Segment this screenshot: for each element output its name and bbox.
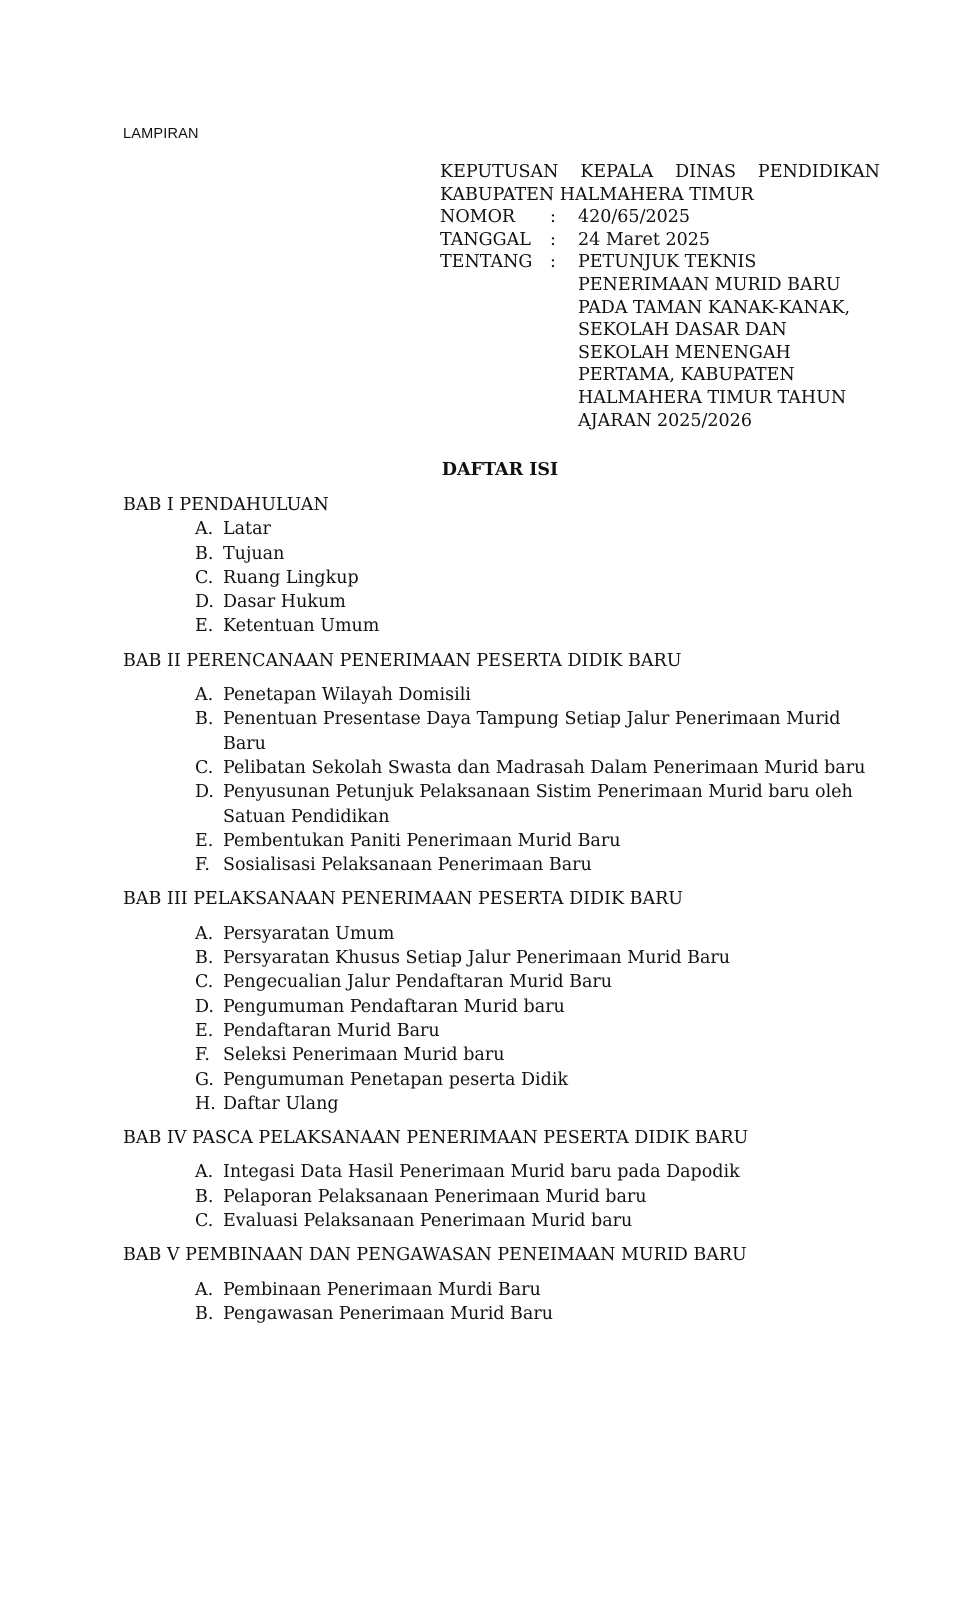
item-text: Evaluasi Pelaksanaan Penerimaan Murid baru bbox=[223, 1211, 633, 1232]
toc-item bbox=[123, 1043, 883, 1067]
item-letter: D. bbox=[195, 782, 214, 803]
item-letter: C. bbox=[195, 757, 214, 778]
chapter-items bbox=[123, 1160, 883, 1233]
item-text: Pendaftaran Murid Baru bbox=[223, 1020, 440, 1041]
item-letter: E. bbox=[195, 616, 214, 637]
chapter-items bbox=[123, 922, 883, 1116]
toc-item bbox=[123, 590, 883, 614]
item-letter: G. bbox=[195, 1069, 214, 1090]
nomor-label: NOMOR bbox=[440, 207, 516, 228]
table-of-contents bbox=[123, 493, 883, 1326]
item-letter: B. bbox=[195, 948, 214, 969]
toc-item bbox=[123, 1092, 883, 1116]
toc-item bbox=[123, 707, 883, 756]
toc-item bbox=[123, 1019, 883, 1043]
decree-subject-row bbox=[440, 251, 880, 432]
chapter-title: BAB V PEMBINAAN DAN PENGAWASAN PENEIMAAN MURID BARU bbox=[123, 1245, 747, 1266]
chapter-5 bbox=[123, 1243, 883, 1326]
item-letter: B. bbox=[195, 543, 214, 564]
toc-item bbox=[123, 780, 883, 829]
tanggal-colon: : bbox=[550, 229, 556, 250]
item-text: Penetapan Wilayah Domisili bbox=[223, 685, 471, 706]
item-text: Pembinaan Penerimaan Murdi Baru bbox=[223, 1279, 541, 1300]
decree-date-row bbox=[440, 229, 880, 252]
item-text: Pengecualian Jalur Pendaftaran Murid Baru bbox=[223, 972, 613, 993]
item-letter: F. bbox=[195, 855, 210, 876]
tentang-value bbox=[578, 251, 880, 432]
tanggal-value: 24 Maret 2025 bbox=[578, 229, 711, 250]
toc-item bbox=[123, 1302, 883, 1326]
item-letter: E. bbox=[195, 1020, 214, 1041]
toc-item bbox=[123, 1068, 883, 1092]
item-text: Ketentuan Umum bbox=[223, 616, 380, 637]
item-text: Pelibatan Sekolah Swasta dan Madrasah Dalam Penerimaan Murid baru bbox=[223, 757, 866, 778]
chapter-title: BAB III PELAKSANAAN PENERIMAAN PESERTA DIDIK BARU bbox=[123, 889, 684, 910]
chapter-3 bbox=[123, 887, 883, 1116]
toc-item bbox=[123, 614, 883, 638]
decree-title-line-1: KEPUTUSAN KEPALA DINAS PENDIDIKAN bbox=[440, 162, 880, 182]
item-letter: A. bbox=[195, 1162, 214, 1183]
tentang-label: TENTANG bbox=[440, 252, 533, 273]
item-text: Tujuan bbox=[223, 543, 285, 564]
toc-item bbox=[123, 853, 883, 877]
tentang-line: PADA TAMAN KANAK-KANAK, bbox=[578, 297, 851, 318]
chapter-1 bbox=[123, 493, 883, 639]
toc-item bbox=[123, 517, 883, 541]
toc-item bbox=[123, 1185, 883, 1209]
item-text: Latar bbox=[223, 519, 271, 540]
item-letter: F. bbox=[195, 1045, 210, 1066]
tentang-line: SEKOLAH DASAR DAN bbox=[578, 320, 787, 341]
chapter-items bbox=[123, 683, 883, 877]
decree-number-row bbox=[440, 206, 880, 229]
item-text: Ruang Lingkup bbox=[223, 567, 359, 588]
chapter-title: BAB I PENDAHULUAN bbox=[123, 495, 329, 515]
item-letter: E. bbox=[195, 830, 214, 851]
item-text: Persyaratan Umum bbox=[223, 923, 395, 944]
toc-item bbox=[123, 1278, 883, 1302]
item-letter: B. bbox=[195, 1303, 214, 1324]
tentang-colon: : bbox=[550, 252, 556, 273]
table-of-contents-title: DAFTAR ISI bbox=[441, 460, 559, 480]
chapter-4 bbox=[123, 1126, 883, 1233]
item-letter: C. bbox=[195, 972, 214, 993]
toc-item bbox=[123, 566, 883, 590]
item-letter: C. bbox=[195, 567, 214, 588]
item-text: Sosialisasi Pelaksanaan Penerimaan Baru bbox=[223, 855, 592, 876]
chapter-2 bbox=[123, 649, 883, 878]
item-text: Persyaratan Khusus Setiap Jalur Penerimaan Murid Baru bbox=[223, 948, 731, 969]
item-text: Pelaporan Pelaksanaan Penerimaan Murid baru bbox=[223, 1186, 647, 1207]
tentang-line: PETUNJUK TEKNIS bbox=[578, 252, 757, 273]
item-letter: A. bbox=[195, 1279, 214, 1300]
toc-item bbox=[123, 946, 883, 970]
toc-item bbox=[123, 1160, 883, 1184]
item-text: Daftar Ulang bbox=[223, 1093, 339, 1114]
tentang-line: PENERIMAAN MURID BARU bbox=[578, 274, 841, 295]
toc-item bbox=[123, 542, 883, 566]
toc-item bbox=[123, 756, 883, 780]
item-text: Integasi Data Hasil Penerimaan Murid baru pada Dapodik bbox=[223, 1162, 740, 1183]
item-letter: A. bbox=[195, 685, 214, 706]
item-text: Penentuan Presentase Daya Tampung Setiap Jalur Penerimaan Murid Baru bbox=[223, 709, 841, 754]
chapter-title: BAB II PERENCANAAN PENERIMAAN PESERTA DIDIK BARU bbox=[123, 650, 682, 671]
tentang-line: HALMAHERA TIMUR TAHUN bbox=[578, 387, 847, 408]
item-letter: D. bbox=[195, 592, 214, 613]
tanggal-label: TANGGAL bbox=[440, 229, 531, 250]
chapter-title: BAB IV PASCA PELAKSANAAN PENERIMAAN PESERTA DIDIK BARU bbox=[123, 1128, 749, 1149]
item-text: Pengumuman Pendaftaran Murid baru bbox=[223, 996, 565, 1017]
item-text: Pengawasan Penerimaan Murid Baru bbox=[223, 1303, 553, 1324]
tentang-line: AJARAN 2025/2026 bbox=[578, 410, 752, 431]
item-letter: A. bbox=[195, 923, 214, 944]
chapter-items bbox=[123, 517, 883, 638]
lampiran-label: LAMPIRAN bbox=[123, 126, 199, 142]
tentang-line: PERTAMA, KABUPATEN bbox=[578, 365, 795, 386]
decree-title-line-2: KABUPATEN HALMAHERA TIMUR bbox=[440, 184, 754, 205]
item-text: Penyusunan Petunjuk Pelaksanaan Sistim Penerimaan Murid baru oleh Satuan Pendidikan bbox=[223, 782, 853, 827]
item-letter: C. bbox=[195, 1211, 214, 1232]
toc-item bbox=[123, 829, 883, 853]
item-letter: B. bbox=[195, 1186, 214, 1207]
item-text: Pengumuman Penetapan peserta Didik bbox=[223, 1069, 569, 1090]
toc-item bbox=[123, 995, 883, 1019]
tentang-line: SEKOLAH MENENGAH bbox=[578, 342, 791, 363]
toc-item bbox=[123, 970, 883, 994]
toc-item bbox=[123, 683, 883, 707]
decree-header bbox=[440, 161, 880, 432]
item-letter: A. bbox=[195, 519, 214, 540]
item-letter: H. bbox=[195, 1093, 216, 1114]
toc-item bbox=[123, 922, 883, 946]
toc-item bbox=[123, 1209, 883, 1233]
item-text: Pembentukan Paniti Penerimaan Murid Baru bbox=[223, 830, 621, 851]
nomor-value: 420/65/2025 bbox=[578, 207, 690, 228]
chapter-items bbox=[123, 1278, 883, 1327]
nomor-colon: : bbox=[550, 207, 556, 228]
item-text: Seleksi Penerimaan Murid baru bbox=[223, 1045, 505, 1066]
item-text: Dasar Hukum bbox=[223, 592, 346, 613]
item-letter: B. bbox=[195, 709, 214, 730]
item-letter: D. bbox=[195, 996, 214, 1017]
